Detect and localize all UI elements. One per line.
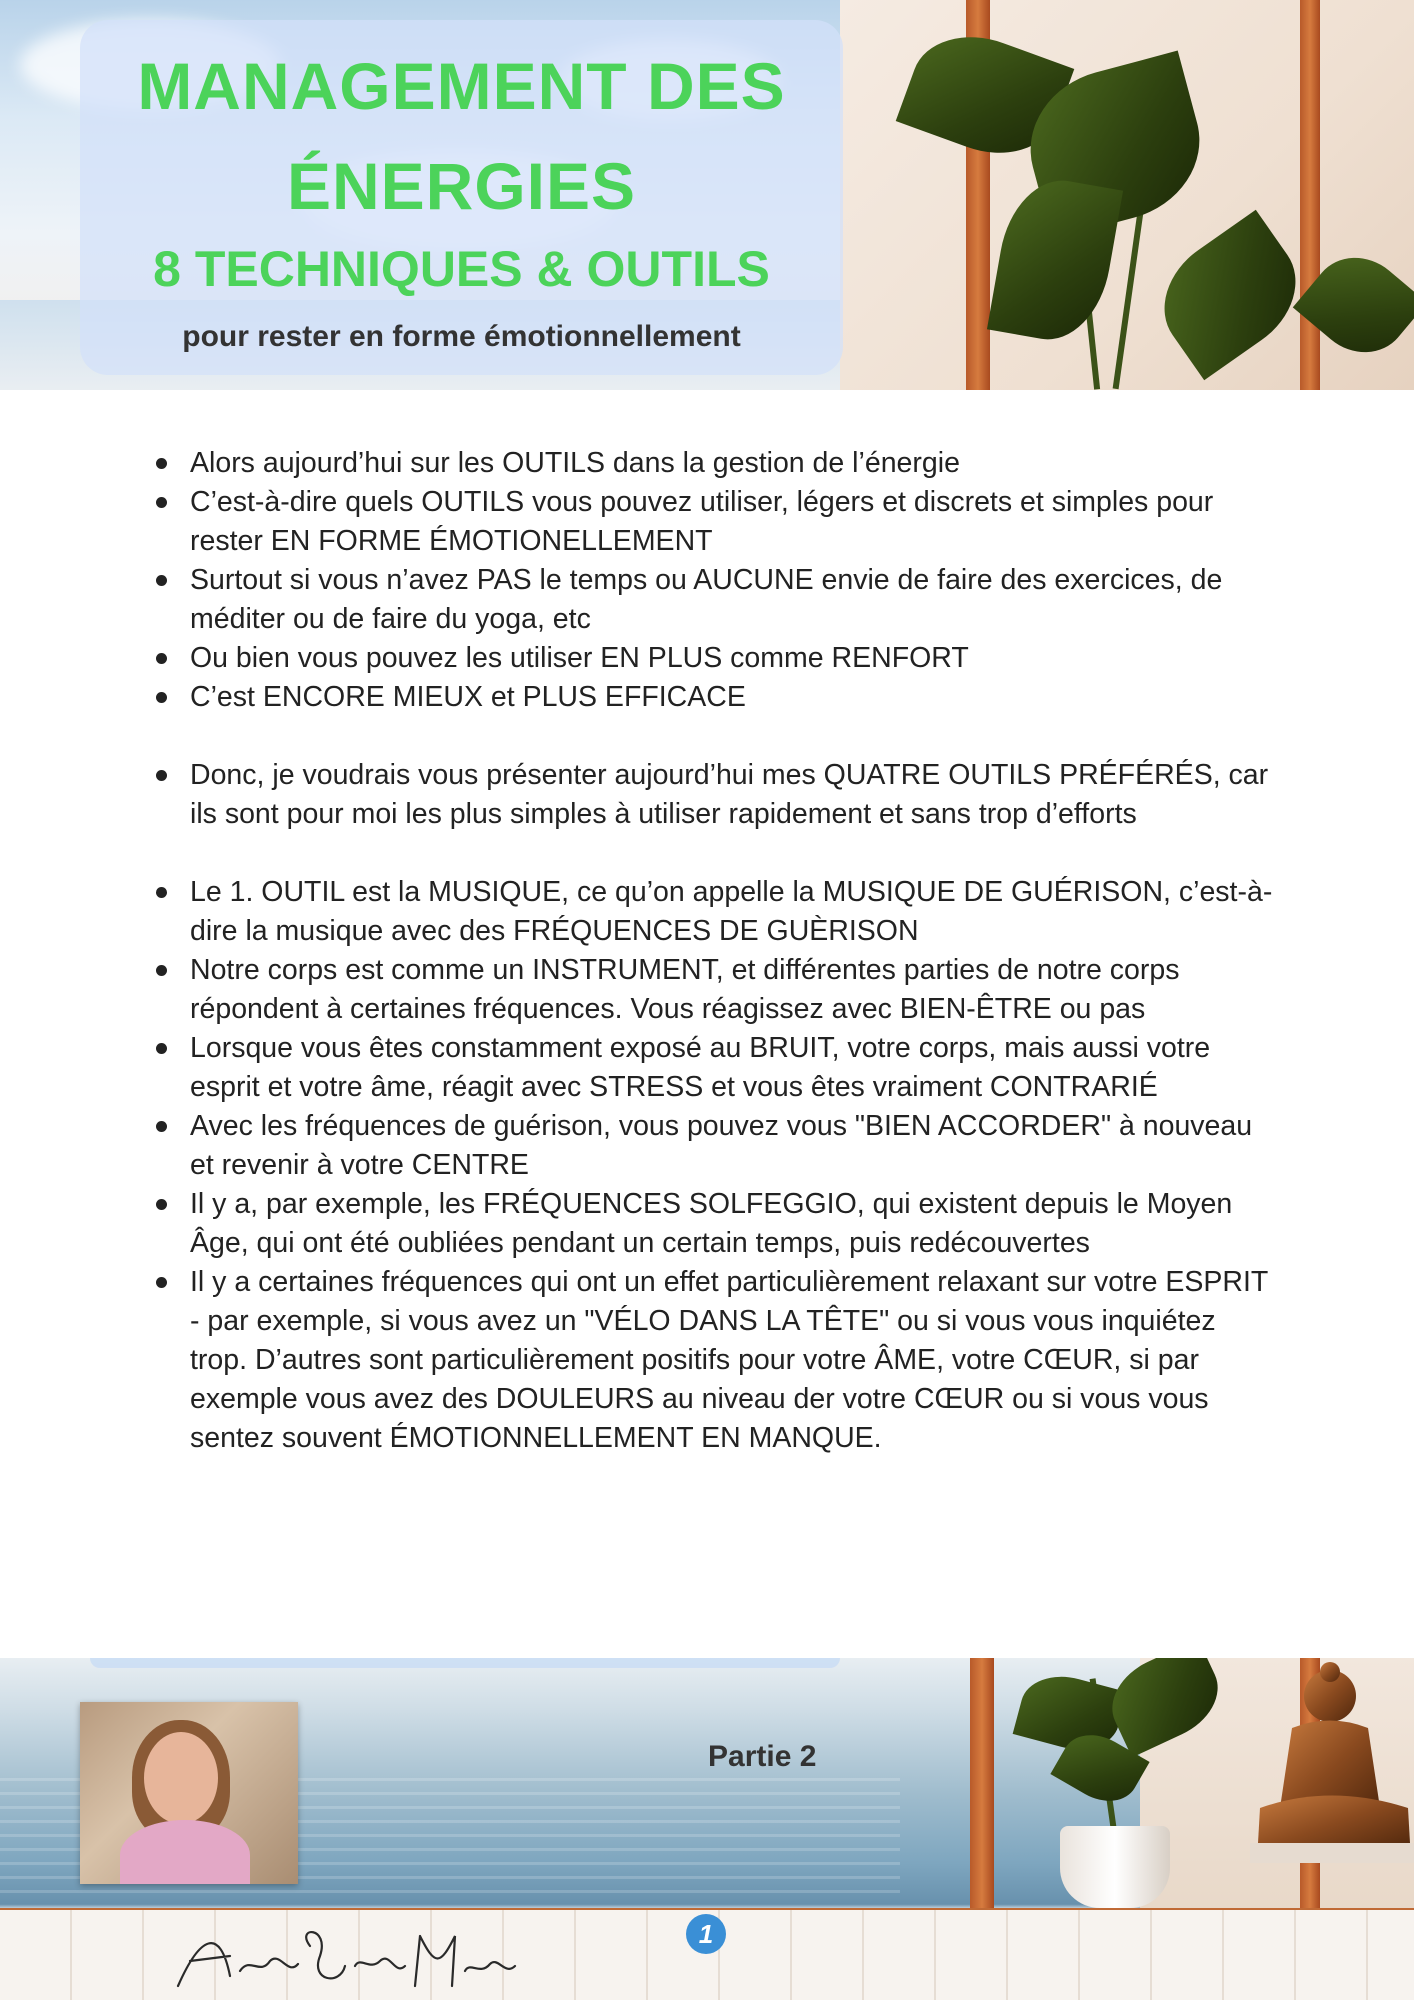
list-item: Ou bien vous pouvez les utiliser EN PLUS comme RENFORT [150,639,1280,678]
page-number-badge: 1 [686,1914,726,1954]
list-item: C’est ENCORE MIEUX et PLUS EFFICACE [150,678,1280,717]
list-item: Alors aujourd’hui sur les OUTILS dans la gestion de l’énergie [150,444,1280,483]
main-content [150,444,1280,1458]
bullet-list-tools [150,756,1280,834]
vase [1060,1826,1170,1908]
part-label: Partie 2 [708,1740,817,1773]
bullet-list-music [150,873,1280,1458]
bullet-list-intro [150,444,1280,717]
page-subtitle-techniques: 8 TECHNIQUES & OUTILS [153,241,770,297]
buddha-statue-icon [1240,1658,1414,1888]
footer-top-edge [90,1658,840,1668]
page-title-line2: ÉNERGIES [286,149,637,223]
list-item: Il y a, par exemple, les FRÉQUENCES SOLFEGGIO, qui existent depuis le Moyen Âge, qui ont été oubliées pendant un certain temps, puis redécouvertes [150,1185,1280,1263]
author-signature [170,1916,530,1996]
list-item: Surtout si vous n’avez PAS le temps ou AUCUNE envie de faire des exercices, de méditer ou de faire du yoga, etc [150,561,1280,639]
list-item: Il y a certaines fréquences qui ont un effet particulièrement relaxant sur votre ESPRIT - par exemple, si vous avez un "VÉLO DANS LA TÊTE" ou si vous vous inquiétez trop. D’autres sont particulièrement positifs pour votre ÂME, votre CŒUR, si par exemple vous avez des DOULEURS au niveau der votre CŒUR ou si vous vous sentez souvent ÉMOTIONNELLEMENT EN MANQUE. [150,1263,1280,1458]
header-banner [0,0,1414,390]
page-tagline: pour rester en forme émotionnellement [182,320,741,353]
list-item: Le 1. OUTIL est la MUSIQUE, ce qu’on appelle la MUSIQUE DE GUÉRISON, c’est-à-dire la musique avec des FRÉQUENCES DE GUÈRISON [150,873,1280,951]
author-photo [80,1702,298,1884]
list-item: Lorsque vous êtes constamment exposé au BRUIT, votre corps, mais aussi votre esprit et votre âme, réagit avec STRESS et vous êtes vraiment CONTRARIÉ [150,1029,1280,1107]
window-frame [1300,0,1320,390]
list-item: Donc, je voudrais vous présenter aujourd’hui mes QUATRE OUTILS PRÉFÉRÉS, car ils sont pour moi les plus simples à utiliser rapidement et sans trop d’efforts [150,756,1280,834]
page-title-line1: MANAGEMENT DES [137,49,786,123]
list-item: Notre corps est comme un INSTRUMENT, et différentes parties de notre corps répondent à certaines fréquences. Vous réagissez avec BIEN-ÊTRE ou pas [150,951,1280,1029]
list-item: Avec les fréquences de guérison, vous pouvez vous "BIEN ACCORDER" à nouveau et revenir à votre CENTRE [150,1107,1280,1185]
window-frame [970,1658,994,1908]
footer-banner [0,1658,1414,2000]
list-item: C’est-à-dire quels OUTILS vous pouvez utiliser, légers et discrets et simples pour rester EN FORME ÉMOTIONELLEMENT [150,483,1280,561]
